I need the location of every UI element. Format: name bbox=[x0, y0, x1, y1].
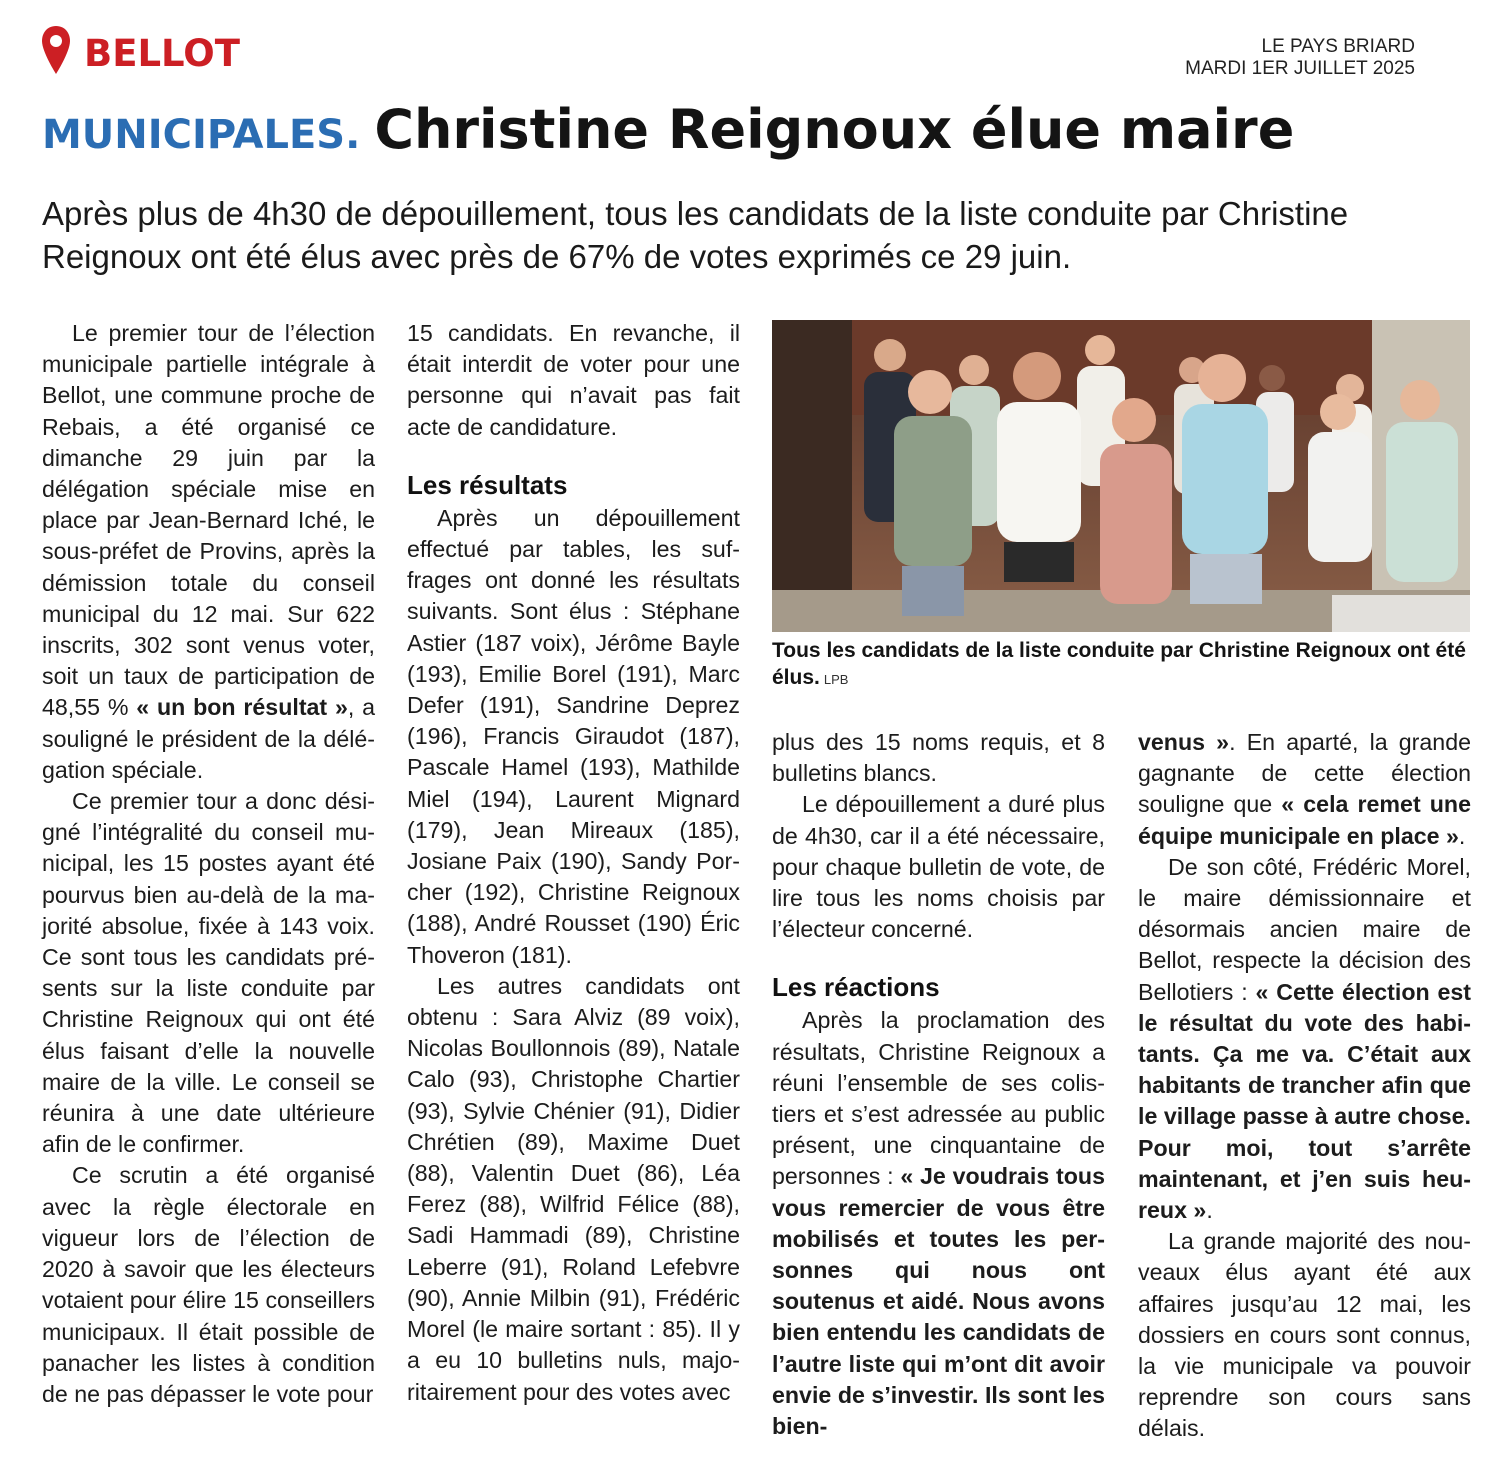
quote: venus » bbox=[1138, 729, 1230, 755]
publication-date: MARDI 1ER JUILLET 2025 bbox=[1185, 58, 1415, 79]
paragraph bbox=[1138, 852, 1471, 1226]
quote: « Cette élection est le résultat du vote des habitants. Ça me va. C’était aux habitants de trancher afin que le village passe à autre chose. Pour moi, tout s’arrête maintenant, et j’en suis heureux » bbox=[1138, 978, 1471, 1224]
paragraph: La grande majorité des nouveaux élus ayant été aux affaires jusqu’au 12 mai, les dossiers en cours sont connus, la vie municipale va pouvoir reprendre son cours sans délais. bbox=[1138, 1228, 1471, 1442]
paragraph bbox=[1138, 727, 1471, 852]
masthead bbox=[1185, 36, 1415, 80]
group-photo-illustration bbox=[772, 320, 1470, 632]
paragraph bbox=[772, 1005, 1105, 1442]
headline-title: Christine Reignoux élue maire bbox=[374, 98, 1295, 161]
photo-credit: LPB bbox=[823, 672, 849, 687]
paragraph-text: . En aparté, la grande gagnante de cette élection souligne que bbox=[1138, 729, 1471, 818]
article-lede: Après plus de 4h30 de dépouillement, tous les candidats de la liste conduite par Christine Reignoux ont été élus avec près de 67% de votes exprimés ce 29 juin. bbox=[42, 195, 1349, 275]
paragraph: Ce premier tour a donc désigné l’intégralité du conseil municipal, les 15 postes ayant été pourvus bien au-delà de la majorité absolue, fixée à 143 voix. Ce sont tous les candidats présents sur la liste conduite par Christine Reignoux qui ont été élus faisant d’elle la nouvelle maire de la ville. Le conseil se réunira à une date ultérieure afin de le confirmer. bbox=[42, 788, 375, 1158]
quote: « un bon résultat » bbox=[136, 694, 348, 721]
paragraph-text: . bbox=[1458, 822, 1466, 849]
paragraph: plus des 15 noms requis, et 8 bulletins blancs. bbox=[772, 729, 1105, 787]
publication-name: LE PAYS BRIARD bbox=[1261, 36, 1415, 57]
paragraph: Le dépouillement a duré plus de 4h30, car il a été nécessaire, pour chaque bulletin de vote, de lire tous les noms choisis par l’électeur concerné. bbox=[772, 791, 1105, 943]
paragraph-text: De son côté, Frédéric Morel, le maire démissionnaire et désormais ancien maire de Bellot, respecte la décision des Bellotiers : bbox=[1138, 853, 1471, 1005]
article-column-3 bbox=[772, 727, 1105, 1442]
paragraph-text: , a souligné le président de la délégation spéciale. bbox=[42, 694, 376, 783]
headline bbox=[42, 98, 1294, 161]
location-label: BELLOT bbox=[84, 32, 241, 75]
section-heading-reactions: Les réactions bbox=[772, 972, 940, 1003]
paragraph-text: Le premier tour de l’élection municipale partielle intégrale à Bellot, une commune proche de Rebais, a été organisé ce dimanche 29 juin par la délégation spéciale mise en place par Jean-Bernard Iché, le sous-préfet de Provins, après la démission totale du conseil municipal du 12 mai. Sur 622 inscrits, 302 sont venus voter, soit un taux de participation de 48,55 % bbox=[42, 320, 375, 721]
paragraph-text: . bbox=[1206, 1197, 1213, 1224]
article-column-2 bbox=[407, 318, 740, 1408]
caption-text: Tous les candidats de la liste conduite par Christine Reignoux ont été élus. bbox=[772, 639, 1466, 689]
quote: « cela remet une équipe municipale en place » bbox=[1138, 791, 1471, 849]
quote: « Je voudrais tous vous remercier de vous être mobilisés et toutes les personnes qui nous ont soutenus et aidé. Nous avons bien entendu les candidats de l’autre liste qui m’ont dit avoir envie de s’investir. Ils sont les bien- bbox=[772, 1163, 1105, 1440]
headline-kicker: MUNICIPALES. bbox=[42, 112, 361, 158]
paragraph: 15 candidats. En revanche, il était interdit de voter pour une personne qui n’avait pas fait acte de candidature. bbox=[407, 320, 740, 440]
paragraph: Après un dépouillement effectué par tables, les suffrages ont donné les résultats suivants. Sont élus : Stéphane Astier (187 voix), Jérôme Bayle (193), Emilie Borel (191), Marc Defer (191), Sandrine Deprez (196), Francis Giraudot (187), Pascale Hamel (193), Mathilde Miel (194), Laurent Mignard (179), Jean Mireaux (185), Josiane Paix (190), Sandy Porcher (192), Christine Reignoux (188), André Rousset (190) Éric Thoveron (181). bbox=[407, 504, 740, 968]
article-column-1 bbox=[42, 318, 375, 1410]
group-photo bbox=[772, 320, 1470, 632]
article-column-4 bbox=[1138, 727, 1471, 1445]
paragraph: Les autres candidats ont obtenu : Sara Alviz (89 voix), Nicolas Boullonnois (89), Natale Calo (93), Christophe Chartier (93), Sylvie Chénier (91), Didier Chrétien (89), Maxime Duet (88), Valentin Duet (86), Léa Ferez (88), Wilfrid Félice (88), Sadi Hammadi (89), Christine Leberre (91), Roland Lefebvre (90), Annie Milbin (91), Frédéric Morel (le maire sortant : 85). Il y a eu 10 bulletins nuls, majoritairement pour des votes avec bbox=[407, 972, 740, 1405]
location-pin-icon bbox=[40, 24, 72, 76]
section-heading-results: Les résultats bbox=[407, 469, 568, 500]
photo-caption bbox=[772, 637, 1472, 693]
paragraph-text: Après la proclamation des résultats, Christine Reignoux a réuni l’ensemble de ses colistiers et s’est adressée au public présent, une cinquantaine de personnes : bbox=[772, 1007, 1105, 1190]
paragraph bbox=[42, 318, 375, 786]
paragraph: Ce scrutin a été organisé avec la règle électorale en vigueur lors de l’élection de 2020 à savoir que les électeurs votaient pour élire 15 conseillers municipaux. Il était possible de panacher les listes à condition de ne pas dépasser le vote pour bbox=[42, 1162, 375, 1407]
